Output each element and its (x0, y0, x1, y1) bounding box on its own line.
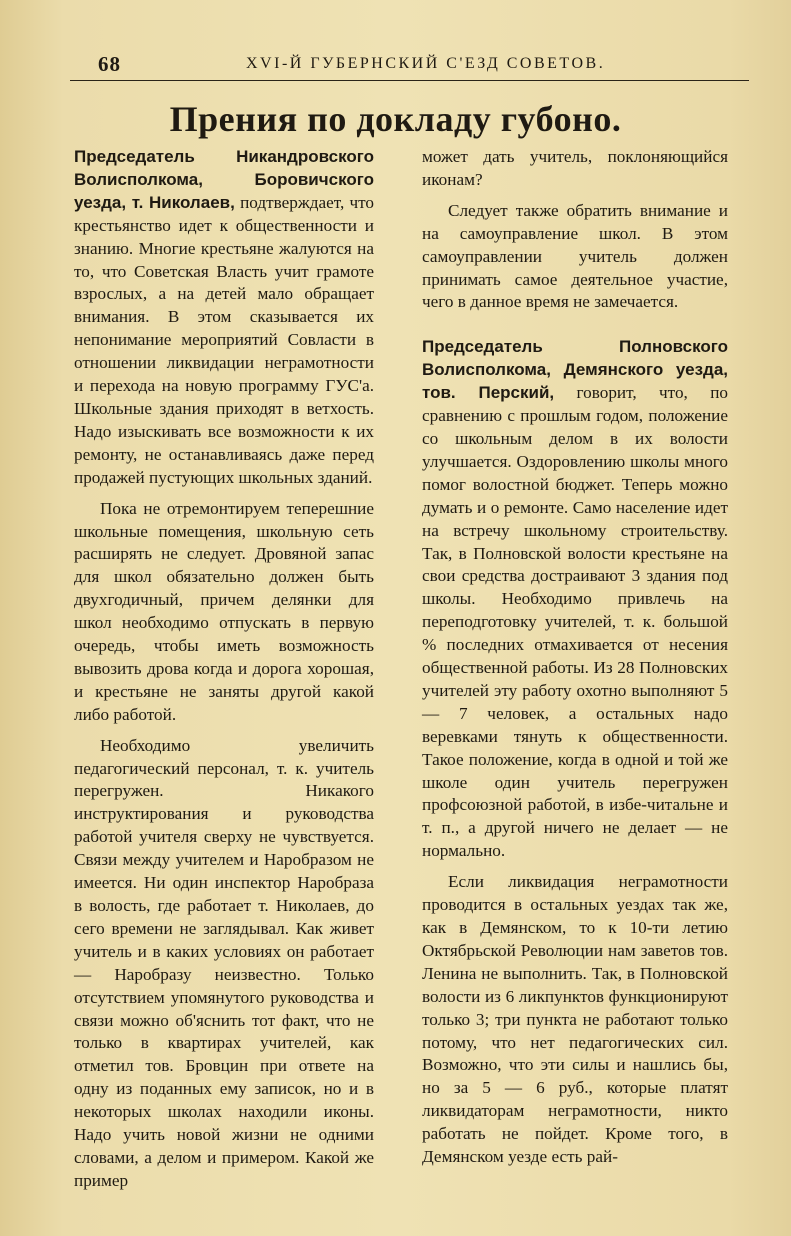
paragraph (74, 735, 374, 1193)
paragraph (422, 200, 728, 315)
paragraph-text: Пока не отремонтируем теперешние школьные помещения, школьную сеть расширять не следует. Дровяной запас для школ обязательно должен быть двухгодичный, причем делянки для школ необходимо отпускать в первую очередь, чтобы иметь возможность вывозить дрова когда и дорога хорошая, и крестьяне не заняты другой какой либо работой. (74, 498, 374, 724)
right-column (422, 146, 728, 1169)
speech-nikolaev (74, 146, 374, 490)
paragraph-continuation (422, 146, 728, 192)
running-header (70, 52, 749, 81)
speaker-nikolaev: Председатель Никандровского Волисполкома, Боровичского уезда, т. Николаев, (74, 147, 374, 212)
paragraph (74, 498, 374, 727)
paragraph-text: говорит, что, по сравнению с прошлым годом, положение со школьным делом в их волости улучшается. Оздоровлению школы много помог волостной бюджет. Теперь можно думать и о ремонте. Само население идет на встречу школьному строительству. Так, в Полновской волости крестьяне на свои средства достраивают 3 здания под школы. Необходимо привлечь на переподготовку учителей, т. к. большой % последних отмахивается от несения общественной работы. Из 28 Полновских учителей эту работу охотно выполняют 5 — 7 человек, а остальных надо веревками тянуть к общественности. Такое положение, когда в одной и той же школе один учитель перегружен профсоюзной работой, в избе-читальне и т. п., а другой ничего не делает — не нормально. (422, 383, 729, 861)
speaker-persky: Председатель Полновского Волисполкома, Демянского уезда, тов. Перский, (422, 337, 728, 403)
paragraph-text: подтверждает, что крестьянство идет к общественности и знанию. Многие крестьяне жалуются на то, что Советская Власть учит грамоте взрослых, а на детей мало обращает внимания. В этом сказывается их непонимание мероприятий Совласти в отношении ликвидации неграмотности и перехода на новую программу ГУС'а. Школьные здания приходят в ветхость. Надо изыскивать все возможности к их ремонту, не останавливаясь даже перед продажей пустующих школьных зданий. (74, 192, 374, 487)
journal-title: XVI-Й ГУБЕРНСКИЙ С'ЕЗД СОВЕТОВ. (246, 55, 606, 72)
paragraph-text: Необходимо увеличить педагогический персонал, т. к. учитель перегружен. Никакого инструктирования и руководства работой учителя сверху не чувствуется. Связи между учителем и Наробразом не имеется. Ни один инспектор Наробраза в волость, где работает т. Николаев, до сего времени не заглядывал. Как живет учитель и в каких условиях он работает — Наробразу неизвестно. Только отсутствием упомянутого руководства и связи можно об'яснить тот факт, что не только в квартирах учителей, как отметил тов. Бровцин при ответе на одну из поданных ему записок, но и в некоторых школах находили иконы. Надо учить новой жизни не одними словами, а делом и примером. Какой же пример (74, 735, 374, 1190)
left-column (74, 146, 374, 1193)
paragraph (422, 871, 728, 1169)
paragraph-text: Если ликвидация неграмотности проводится в остальных уездах так же, как в Демянском, то к 10-ти летию Октябрьской Революции нам заветов тов. Ленина не выполнить. Так, в Полновской волости из 6 ликпунктов функционируют только 3; три пункта не работают только потому, что нет педагогических сил. Возможно, что эти силы и нашлись бы, но за 5 — 6 руб., которые платят ликвидаторам неграмотности, никто работать не пойдет. Кроме того, в Демянском уезде есть рай- (422, 872, 728, 1167)
paragraph-text: Следует также обратить внимание и на самоуправление школ. В этом самоуправлении учитель должен принимать самое деятельное участие, чего в данное время не замечается. (422, 200, 728, 312)
paragraph-text: может дать учитель, поклоняющийся иконам? (422, 147, 728, 189)
speech-persky (422, 336, 728, 863)
article-headline: Прения по докладу губоно. (169, 99, 622, 139)
page-number: 68 (98, 52, 121, 76)
